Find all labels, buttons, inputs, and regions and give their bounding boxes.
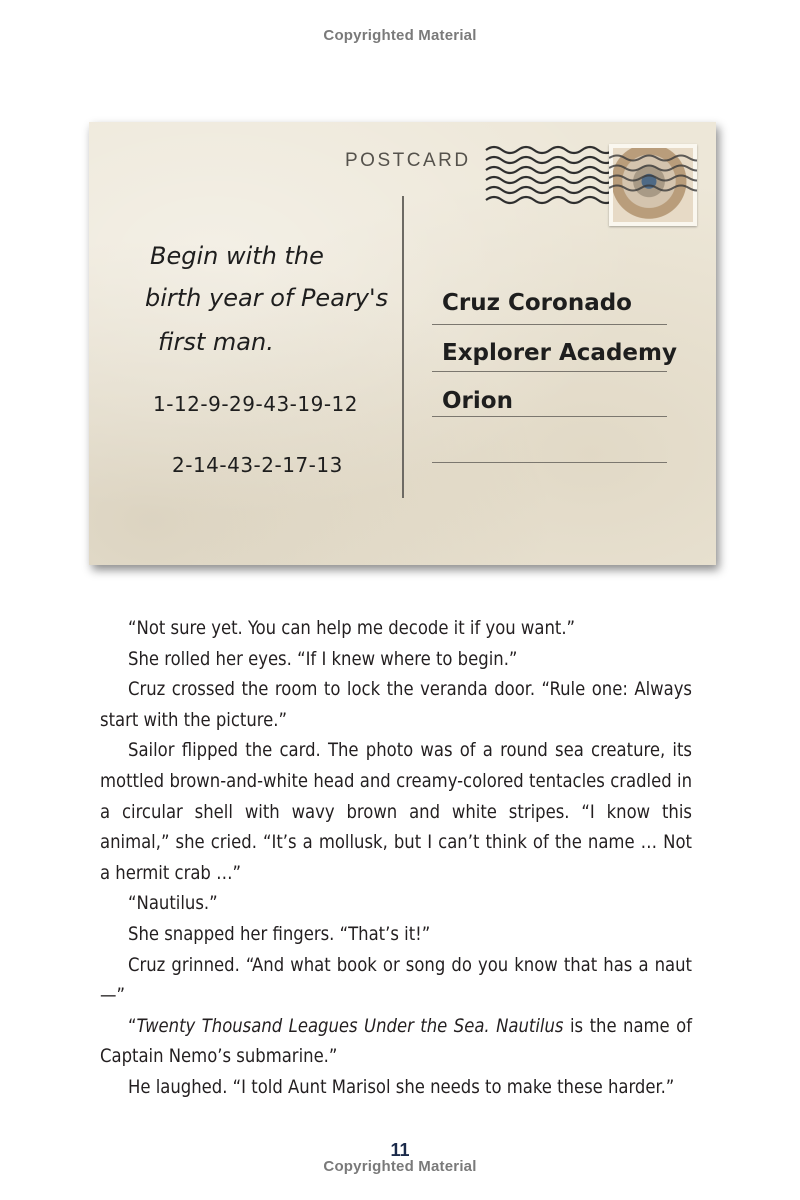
postcard-divider (402, 196, 404, 498)
stamp-postmark-overlay-icon (609, 144, 697, 226)
postcard-message-line-1: Begin with the (150, 242, 324, 270)
nautilus-stamp-icon (609, 144, 697, 226)
quote-mark: “ (128, 1015, 137, 1037)
address-rule-2 (432, 371, 667, 372)
postcard-image (89, 122, 716, 565)
postcard-code-1: 1-12-9-29-43-19-12 (153, 392, 358, 416)
paragraph: “Nautilus.” (128, 893, 218, 915)
address-rule-1 (432, 324, 667, 325)
paragraph: Cruz grinned. “And what book or song do you know that has a naut—” (100, 954, 692, 1007)
page-number: 11 (390, 1140, 410, 1160)
paragraph: “Not sure yet. You can help me decode it if you want.” (128, 618, 576, 639)
wavy-postmark-icon (484, 142, 614, 214)
paragraph: Cruz crossed the room to lock the veranda door. “Rule one: Always start with the picture.” (100, 679, 692, 731)
postcard-message-line-3: first man. (158, 328, 274, 356)
book-title: Twenty Thousand Leagues Under the Sea. Nautilus (136, 1015, 564, 1037)
paragraph: He laughed. “I told Aunt Marisol she needs to make these harder.” (128, 1076, 675, 1098)
postcard-message-line-2: birth year of Peary's (145, 284, 389, 312)
paragraph: Sailor flipped the card. The photo was of a round sea creature, its mottled brown-and-white head and creamy-colored tentacles cradled in a circular shell with wavy brown and white stripes. “I know this animal,” she cried. “It’s a mollusk, but I can’t think of the name … Not a hermit crab …” (100, 740, 692, 884)
paragraph-rest: is the name of Captain Nemo’s submarine.” (100, 1015, 692, 1068)
postcard-heading: POSTCARD (345, 150, 471, 171)
address-line-place: Orion (442, 388, 513, 414)
address-line-name: Cruz Coronado (442, 290, 632, 316)
address-rule-4 (432, 462, 667, 463)
copyright-watermark-top: Copyrighted Material (323, 27, 477, 44)
paragraph: She rolled her eyes. “If I knew where to begin.” (128, 648, 518, 670)
paragraph (100, 1012, 692, 1073)
copyright-watermark-bottom: Copyrighted Material (323, 1158, 477, 1175)
postcard-code-2: 2-14-43-2-17-13 (172, 453, 343, 477)
paragraph: She snapped her fingers. “That’s it!” (128, 923, 431, 945)
address-rule-3 (432, 416, 667, 417)
story-text (100, 614, 692, 1104)
address-line-school: Explorer Academy (442, 340, 677, 366)
